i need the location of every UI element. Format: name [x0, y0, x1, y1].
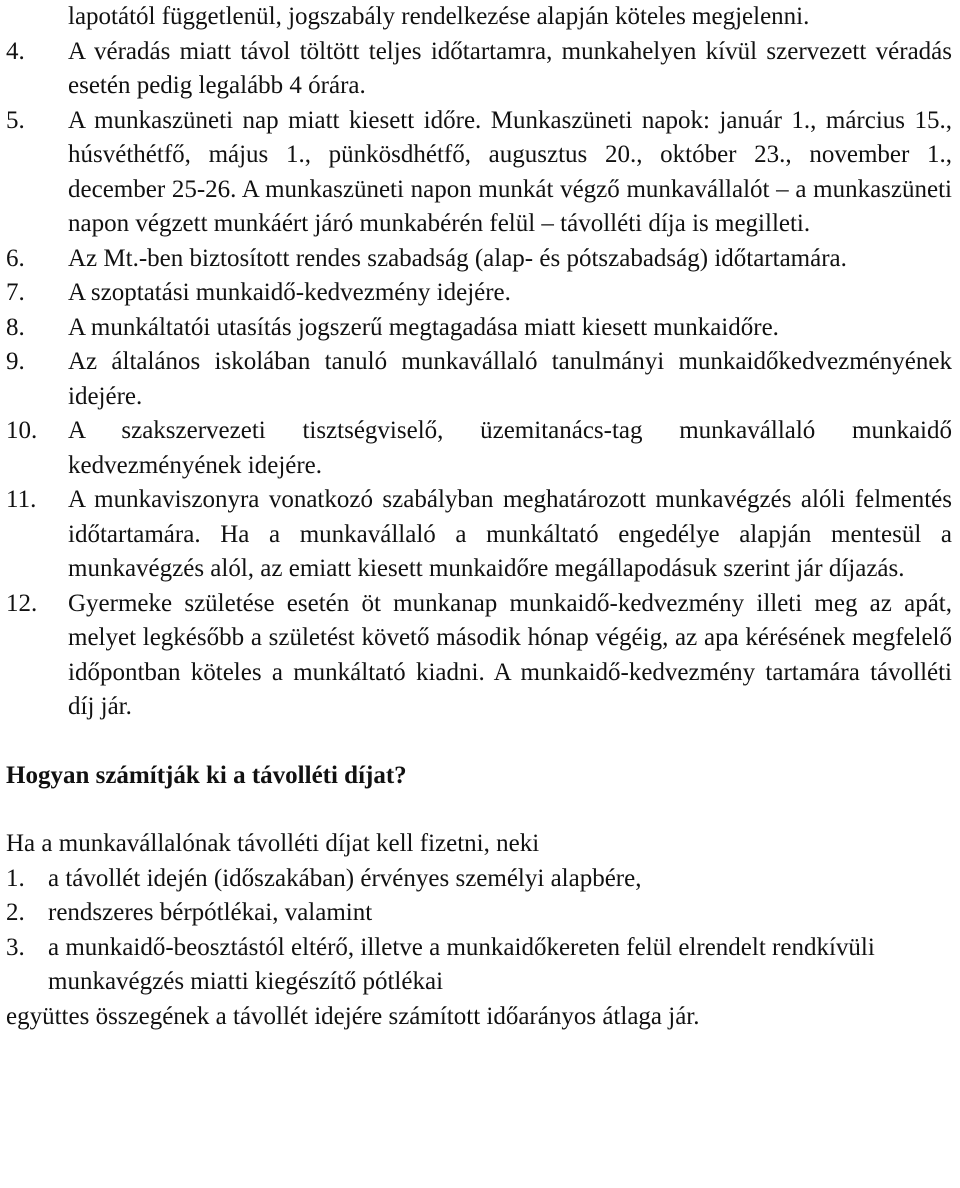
sub-list-item — [6, 862, 952, 897]
item-text: A munkáltatói utasítás jogszerű megtagadása miatt kiesett munkaidőre. — [68, 313, 779, 341]
item-number: 6. — [6, 244, 25, 272]
continuation-paragraph — [6, 0, 952, 35]
item-text: Az Mt.-ben biztosított rendes szabadság (alap- és pótszabadság) időtartamára. — [68, 244, 847, 272]
list-item — [6, 276, 952, 311]
item-text: Az általános iskolában tanuló munkavállaló tanulmányi munkaidőkedvezményének idejére. — [68, 348, 952, 410]
sub-list-item — [6, 931, 952, 1000]
sub-list-item — [6, 896, 952, 931]
item-text: Gyermeke születése esetén öt munkanap munkaidő-kedvezmény illeti meg az apát, melyet legkésőbb a születést követő második hónap végéig, az apa kérésének megfelelő időpontban köteles a munkáltató kiadni. A munkaidő-kedvezmény tartamára távolléti díj jár. — [68, 589, 952, 720]
list-item — [6, 587, 952, 725]
list-item — [6, 104, 952, 242]
item-text: A szoptatási munkaidő-kedvezmény idejére. — [68, 279, 511, 306]
list-item — [6, 311, 952, 346]
intro-paragraph: Ha a munkavállalónak távolléti díjat kell fizetni, neki — [6, 830, 540, 857]
closing-paragraph: együttes összegének a távollét idejére számított időarányos átlaga jár. — [6, 1002, 700, 1030]
list-item — [6, 483, 952, 587]
section-heading: Hogyan számítják ki a távolléti díjat? — [6, 761, 407, 789]
sub-item-text: a távollét idején (időszakában) érvényes személyi alapbére, — [48, 864, 642, 892]
item-text: A véradás miatt távol töltött teljes időtartamra, munkahelyen kívül szervezett véradás esetén pedig legalább 4 órára. — [68, 37, 952, 99]
item-number: 11. — [6, 486, 37, 513]
sub-item-number: 2. — [6, 899, 25, 926]
sub-item-number: 3. — [6, 933, 25, 961]
item-number: 4. — [6, 37, 25, 65]
item-text: A munkaviszonyra vonatkozó szabályban meghatározott munkavégzés alóli felmentés időtartamára. Ha a munkavállaló a munkáltató engedélye alapján mentesül a munkavégzés alól, az emiatt kiesett munkaidőre megállapodásuk szerint jár díjazás. — [68, 486, 952, 582]
item-text: A munkaszüneti nap miatt kiesett időre. Munkaszüneti napok: január 1., március 15., húsvéthétfő, május 1., pünkösdhétfő, augusztus 20., október 23., november 1., december 25-26. A munkaszüneti napon munkát végző munkavállalót – a munkaszüneti napon végzett munkáért járó munkabérén felül – távolléti díja is megilleti. — [68, 106, 952, 237]
item-number: 9. — [6, 348, 25, 375]
sub-item-text: rendszeres bérpótlékai, valamint — [48, 899, 373, 926]
continuation-text: lapotától függetlenül, jogszabály rendelkezése alapján köteles megjelenni. — [68, 3, 810, 30]
item-number: 5. — [6, 106, 25, 134]
document-page — [6, 0, 952, 1034]
list-item — [6, 345, 952, 414]
item-number: 7. — [6, 279, 25, 306]
item-number: 8. — [6, 313, 25, 341]
list-item — [6, 242, 952, 277]
item-number: 12. — [6, 589, 38, 617]
item-text: A szakszervezeti tisztségviselő, üzemitanács-tag munkavállaló munkaidő kedvezményének idejére. — [68, 417, 952, 479]
item-number: 10. — [6, 417, 38, 444]
sub-item-number: 1. — [6, 864, 25, 892]
sub-item-text: a munkaidő-beosztástól eltérő, illetve a munkaidőkereten felül elrendelt rendkívüli munkavégzés miatti kiegészítő pótlékai — [48, 933, 875, 995]
list-item — [6, 35, 952, 104]
list-item — [6, 414, 952, 483]
